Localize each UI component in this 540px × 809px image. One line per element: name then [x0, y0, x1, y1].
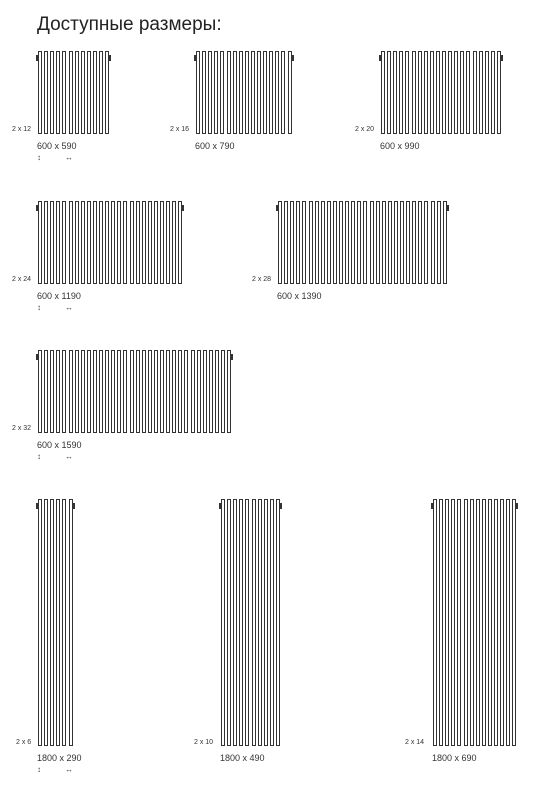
size-label: 600 x 1590	[37, 440, 82, 450]
dimension-arrows	[37, 153, 73, 162]
radiator-tube	[445, 499, 449, 746]
valve-mark	[36, 55, 38, 61]
radiator-tube	[512, 499, 516, 746]
radiator-tube	[62, 499, 66, 746]
radiator-tube	[87, 201, 91, 284]
section-count-label: 2 x 16	[170, 126, 190, 133]
radiator-tube	[56, 51, 60, 134]
radiator-tube	[99, 51, 103, 134]
size-label: 600 x 590	[37, 141, 77, 151]
radiator-tube	[376, 201, 380, 284]
valve-mark	[73, 503, 75, 509]
radiator-tube	[357, 201, 361, 284]
radiator-tube	[281, 51, 285, 134]
vertical-arrow-icon: ↕	[37, 452, 41, 461]
radiator-tube	[44, 350, 48, 433]
vertical-arrow-icon: ↕	[37, 153, 41, 162]
radiator-tube	[439, 499, 443, 746]
radiator-tube	[388, 201, 392, 284]
valve-mark	[231, 354, 233, 360]
valve-mark	[36, 354, 38, 360]
valve-mark	[447, 205, 449, 211]
radiator-tube	[154, 350, 158, 433]
valve-mark	[379, 55, 381, 61]
radiator-tube	[327, 201, 331, 284]
radiator-tube	[258, 499, 262, 746]
radiator-tube	[44, 51, 48, 134]
valve-mark	[36, 503, 38, 509]
radiator-tube	[142, 350, 146, 433]
horizontal-arrow-icon: ↔	[65, 303, 73, 312]
size-label: 600 x 990	[380, 141, 420, 151]
radiator-tube	[506, 499, 510, 746]
radiator-tube	[263, 51, 267, 134]
radiator-tube	[405, 51, 409, 134]
radiator-tube	[93, 51, 97, 134]
radiator-drawing	[37, 499, 74, 746]
radiator-tube	[473, 51, 477, 134]
radiator-tube	[418, 201, 422, 284]
radiator-tube	[264, 499, 268, 746]
radiator-tube	[105, 51, 109, 134]
radiator-tube	[302, 201, 306, 284]
radiator-tube	[105, 350, 109, 433]
radiator-tube	[257, 51, 261, 134]
valve-mark	[276, 205, 278, 211]
radiator-tube	[220, 51, 224, 134]
radiator-tube	[214, 51, 218, 134]
radiator-tube	[196, 51, 200, 134]
radiator-tube	[227, 51, 231, 134]
radiator-tube	[62, 51, 66, 134]
radiator-tube	[160, 201, 164, 284]
section-count-label: 2 x 12	[12, 126, 32, 133]
dimension-arrows	[37, 765, 73, 774]
radiator-tube	[105, 201, 109, 284]
radiator-tube	[75, 201, 79, 284]
radiator-tube	[44, 499, 48, 746]
radiator-tube	[172, 201, 176, 284]
radiator-tube	[251, 51, 255, 134]
radiator-tube	[160, 350, 164, 433]
radiator-tube	[470, 499, 474, 746]
radiator-tube	[75, 51, 79, 134]
radiator-tube	[38, 51, 42, 134]
radiator-tube	[81, 201, 85, 284]
valve-mark	[36, 205, 38, 211]
size-label: 600 x 1390	[277, 291, 322, 301]
radiator-tube	[412, 51, 416, 134]
radiator-tube	[93, 350, 97, 433]
radiator-tube	[166, 350, 170, 433]
valve-mark	[280, 503, 282, 509]
radiator-tube	[433, 499, 437, 746]
radiator-tube	[99, 201, 103, 284]
radiator-tube	[296, 201, 300, 284]
radiator-tube	[117, 350, 121, 433]
radiator-tube	[393, 51, 397, 134]
radiator-tube	[406, 201, 410, 284]
radiator-tube	[50, 201, 54, 284]
horizontal-arrow-icon: ↔	[65, 153, 73, 162]
radiator-tube	[443, 201, 447, 284]
horizontal-arrow-icon: ↔	[65, 765, 73, 774]
radiator-tube	[233, 51, 237, 134]
radiator-tube	[485, 51, 489, 134]
radiator-tube	[93, 201, 97, 284]
radiator-tube	[309, 201, 313, 284]
radiator-tube	[290, 201, 294, 284]
radiator-tube	[87, 51, 91, 134]
radiator-tube	[148, 201, 152, 284]
radiator-tube	[130, 350, 134, 433]
valve-mark	[182, 205, 184, 211]
radiator-tube	[276, 499, 280, 746]
radiator-tube	[500, 499, 504, 746]
radiator-tube	[81, 51, 85, 134]
radiator-tube	[457, 499, 461, 746]
radiator-tube	[69, 499, 73, 746]
radiator-tube	[476, 499, 480, 746]
radiator-tube	[62, 350, 66, 433]
radiator-tube	[284, 201, 288, 284]
radiator-tube	[400, 201, 404, 284]
dimension-arrows	[37, 452, 73, 461]
radiator-tube	[442, 51, 446, 134]
dimension-arrows	[37, 303, 73, 312]
radiator-tube	[221, 499, 225, 746]
radiator-tube	[191, 350, 195, 433]
radiator-tube	[215, 350, 219, 433]
radiator-tube	[87, 350, 91, 433]
radiator-tube	[363, 201, 367, 284]
section-count-label: 2 x 6	[16, 739, 32, 746]
radiator-drawing	[432, 499, 517, 746]
radiator-tube	[69, 201, 73, 284]
radiator-tube	[436, 51, 440, 134]
radiator-tube	[99, 350, 103, 433]
radiator-tube	[278, 201, 282, 284]
section-count-label: 2 x 20	[355, 126, 375, 133]
radiator-tube	[399, 51, 403, 134]
radiator-tube	[50, 51, 54, 134]
radiator-tube	[494, 499, 498, 746]
radiator-tube	[288, 51, 292, 134]
radiator-drawing	[37, 51, 110, 134]
radiator-drawing	[37, 201, 183, 284]
radiator-tube	[448, 51, 452, 134]
radiator-tube	[315, 201, 319, 284]
radiator-tube	[69, 350, 73, 433]
radiator-tube	[123, 350, 127, 433]
vertical-arrow-icon: ↕	[37, 303, 41, 312]
radiator-tube	[117, 201, 121, 284]
radiator-tube	[460, 51, 464, 134]
radiator-tube	[269, 51, 273, 134]
radiator-tube	[202, 51, 206, 134]
radiator-tube	[197, 350, 201, 433]
radiator-tube	[454, 51, 458, 134]
radiator-tube	[412, 201, 416, 284]
radiator-tube	[488, 499, 492, 746]
radiator-tube	[482, 499, 486, 746]
radiator-tube	[466, 51, 470, 134]
radiator-tube	[233, 499, 237, 746]
valve-mark	[109, 55, 111, 61]
radiator-tube	[464, 499, 468, 746]
horizontal-arrow-icon: ↔	[65, 452, 73, 461]
size-label: 600 x 790	[195, 141, 235, 151]
valve-mark	[516, 503, 518, 509]
radiator-tube	[50, 499, 54, 746]
radiator-tube	[178, 201, 182, 284]
radiator-tube	[62, 201, 66, 284]
radiator-tube	[339, 201, 343, 284]
radiator-tube	[424, 201, 428, 284]
valve-mark	[431, 503, 433, 509]
valve-mark	[292, 55, 294, 61]
radiator-tube	[381, 51, 385, 134]
radiator-tube	[227, 350, 231, 433]
radiator-tube	[370, 201, 374, 284]
radiator-tube	[239, 51, 243, 134]
size-label: 1800 x 690	[432, 753, 477, 763]
valve-mark	[219, 503, 221, 509]
radiator-tube	[275, 51, 279, 134]
radiator-tube	[56, 499, 60, 746]
radiator-tube	[239, 499, 243, 746]
section-count-label: 2 x 14	[405, 739, 425, 746]
radiator-tube	[75, 350, 79, 433]
radiator-tube	[178, 350, 182, 433]
radiator-tube	[50, 350, 54, 433]
radiator-tube	[136, 201, 140, 284]
radiator-tube	[184, 350, 188, 433]
vertical-arrow-icon: ↕	[37, 765, 41, 774]
radiator-tube	[437, 201, 441, 284]
radiator-tube	[208, 51, 212, 134]
radiator-tube	[136, 350, 140, 433]
radiator-tube	[497, 51, 501, 134]
radiator-tube	[56, 201, 60, 284]
section-count-label: 2 x 10	[194, 739, 214, 746]
section-count-label: 2 x 32	[12, 425, 32, 432]
radiator-tube	[203, 350, 207, 433]
radiator-tube	[142, 201, 146, 284]
radiator-drawing	[220, 499, 281, 746]
radiator-tube	[123, 201, 127, 284]
radiator-tube	[245, 51, 249, 134]
radiator-tube	[69, 51, 73, 134]
radiator-tube	[245, 499, 249, 746]
radiator-tube	[270, 499, 274, 746]
radiator-tube	[111, 350, 115, 433]
radiator-tube	[345, 201, 349, 284]
radiator-tube	[451, 499, 455, 746]
radiator-tube	[424, 51, 428, 134]
radiator-tube	[166, 201, 170, 284]
radiator-tube	[387, 51, 391, 134]
radiator-drawing	[277, 201, 448, 284]
radiator-tube	[44, 201, 48, 284]
radiator-tube	[209, 350, 213, 433]
radiator-tube	[227, 499, 231, 746]
radiator-tube	[172, 350, 176, 433]
radiator-tube	[321, 201, 325, 284]
radiator-tube	[351, 201, 355, 284]
radiator-tube	[148, 350, 152, 433]
radiator-tube	[154, 201, 158, 284]
radiator-tube	[431, 201, 435, 284]
radiator-tube	[491, 51, 495, 134]
radiator-tube	[430, 51, 434, 134]
radiator-tube	[333, 201, 337, 284]
radiator-tube	[418, 51, 422, 134]
size-label: 1800 x 490	[220, 753, 265, 763]
radiator-tube	[38, 499, 42, 746]
radiator-tube	[81, 350, 85, 433]
radiator-drawing	[380, 51, 502, 134]
radiator-tube	[38, 201, 42, 284]
section-count-label: 2 x 24	[12, 276, 32, 283]
radiator-tube	[111, 201, 115, 284]
radiator-drawing	[37, 350, 232, 433]
radiator-tube	[221, 350, 225, 433]
size-label: 600 x 1190	[37, 291, 81, 301]
valve-mark	[194, 55, 196, 61]
valve-mark	[501, 55, 503, 61]
radiator-drawing	[195, 51, 293, 134]
radiator-tube	[252, 499, 256, 746]
radiator-tube	[394, 201, 398, 284]
radiator-tube	[382, 201, 386, 284]
radiator-tube	[479, 51, 483, 134]
page-title: Доступные размеры:	[37, 14, 222, 35]
radiator-tube	[56, 350, 60, 433]
size-label: 1800 x 290	[37, 753, 82, 763]
radiator-tube	[38, 350, 42, 433]
radiator-tube	[130, 201, 134, 284]
section-count-label: 2 x 28	[252, 276, 272, 283]
